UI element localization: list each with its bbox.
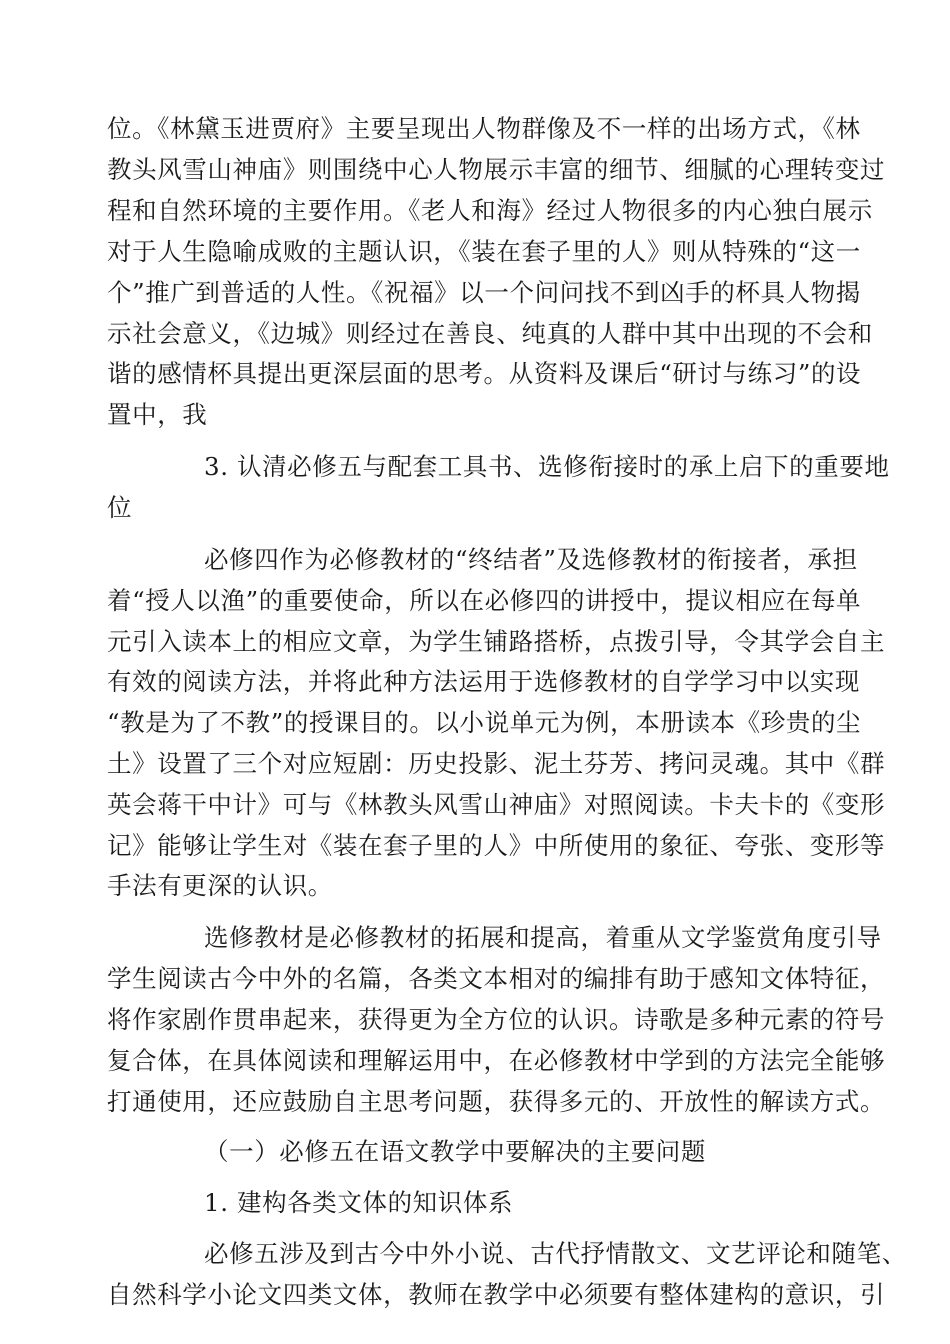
text-line: 置中，我	[107, 400, 208, 429]
section-heading-continuation: 位	[107, 493, 133, 522]
section-heading: 3. 认清必修五与配套工具书、选修衔接时的承上启下的重要地	[204, 452, 890, 481]
text-line: 记》能够让学生对《装在套子里的人》中所使用的象征、夸张、变形等	[107, 831, 886, 860]
text-line: 对于人生隐喻成败的主题认识，《装在套子里的人》则从特殊的“这一	[107, 237, 861, 266]
text-line: 个”推广到普适的人性。《祝福》以一个问问找不到凶手的杯具人物揭	[107, 278, 861, 307]
text-line: 必修四作为必修教材的“终结者”及选修教材的衔接者，承担	[204, 545, 858, 574]
subsection-heading: 1. 建构各类文体的知识体系	[204, 1188, 514, 1217]
text-line: 英会蒋干中计》可与《林教头风雪山神庙》对照阅读。卡夫卡的《变形	[107, 790, 886, 819]
text-line: 元引入读本上的相应文章，为学生铺路搭桥，点拨引导，令其学会自主	[107, 627, 886, 656]
text-line: 位。《林黛玉进贾府》主要呈现出人物群像及不一样的出场方式，《林	[107, 114, 861, 143]
text-line: 程和自然环境的主要作用。《老人和海》经过人物很多的内心独白展示	[107, 196, 873, 225]
text-line: 选修教材是必修教材的拓展和提高，着重从文学鉴赏角度引导	[204, 923, 882, 952]
text-line: 手法有更深的认识。	[107, 871, 333, 900]
text-line: 教头风雪山神庙》则围绕中心人物展示丰富的细节、细腻的心理转变过	[107, 155, 886, 184]
text-line: 打通使用，还应鼓励自主思考问题，获得多元的、开放性的解读方式。	[107, 1087, 886, 1116]
text-line: 着“授人以渔”的重要使命，所以在必修四的讲授中，提议相应在每单	[107, 586, 862, 615]
text-line: “教是为了不教”的授课目的。以小说单元为例，本册读本《珍贵的尘	[107, 708, 862, 737]
text-line: 谐的感情杯具提出更深层面的思考。从资料及课后“研讨与练习”的设	[107, 359, 862, 388]
text-line: 示社会意义，《边城》则经过在善良、纯真的人群中其中出现的不会和	[107, 319, 873, 348]
text-line: 有效的阅读方法，并将此种方法运用于选修教材的自学学习中以实现	[107, 667, 860, 696]
text-line: 将作家剧作贯串起来，获得更为全方位的认识。诗歌是多种元素的符号	[107, 1005, 886, 1034]
text-line: 复合体，在具体阅读和理解运用中，在必修教材中学到的方法完全能够	[107, 1046, 886, 1075]
text-line: 学生阅读古今中外的名篇，各类文本相对的编排有助于感知文体特征，	[107, 964, 886, 993]
section-heading: （一）必修五在语文教学中要解决的主要问题	[204, 1137, 706, 1166]
text-line: 必修五涉及到古今中外小说、古代抒情散文、文艺评论和随笔、	[204, 1239, 907, 1268]
text-line: 土》设置了三个对应短剧：历史投影、泥土芬芳、拷问灵魂。其中《群	[107, 749, 886, 778]
text-line: 自然科学小论文四类文体，教师在教学中必须要有整体建构的意识，引	[107, 1280, 886, 1309]
